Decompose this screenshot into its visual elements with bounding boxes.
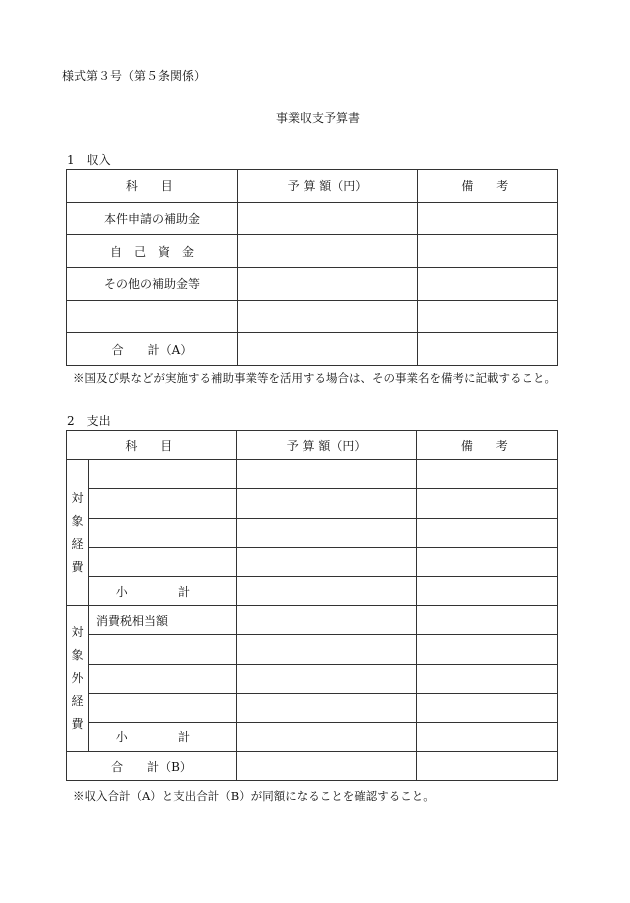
non-target-subtotal-label: 小 計 [89,722,237,751]
income-total-amount-cell[interactable] [238,333,418,366]
expense-amount-cell[interactable] [237,693,417,722]
expense-remarks-cell[interactable] [417,547,558,576]
expense-table [66,430,558,781]
income-note: ※国及び県などが実施する補助事業等を活用する場合は、その事業名を備考に記載すること。 [73,371,556,385]
income-row-total [67,333,558,366]
expense-amount-cell[interactable] [237,460,417,489]
expense-amount-cell[interactable] [237,518,417,547]
expense-total-label: 合 計（B） [67,752,237,781]
expense-remarks-cell[interactable] [417,635,558,664]
income-item-label: その他の補助金等 [67,268,238,301]
expense-amount-cell[interactable] [237,722,417,751]
expense-item-cell[interactable] [89,664,237,693]
expense-remarks-cell[interactable] [417,606,558,635]
income-row-blank [67,300,558,333]
expense-remarks-cell[interactable] [417,576,558,605]
expense-amount-cell[interactable] [237,547,417,576]
income-remarks-cell[interactable] [418,202,558,235]
expense-remarks-cell[interactable] [417,722,558,751]
expense-item-cell[interactable] [89,460,237,489]
expense-item-cell[interactable] [89,518,237,547]
income-total-remarks-cell[interactable] [418,333,558,366]
expense-non-target-row [67,664,558,693]
income-item-label[interactable] [67,300,238,333]
income-col-item: 科 目 [67,170,238,203]
income-section-title: 1 収入 [67,153,111,167]
consumption-tax-item: 消費税相当額 [89,606,237,635]
income-item-label: 本件申請の補助金 [67,202,238,235]
expense-amount-cell[interactable] [237,606,417,635]
expense-non-target-row [67,693,558,722]
expense-total-row [67,752,558,781]
form-number: 様式第３号（第５条関係） [62,69,207,83]
income-remarks-cell[interactable] [418,300,558,333]
expense-header-row [67,431,558,460]
expense-amount-cell[interactable] [237,635,417,664]
expense-total-remarks-cell[interactable] [417,752,558,781]
income-item-label: 自 己 資 金 [67,235,238,268]
target-subtotal-label: 小 計 [89,576,237,605]
expense-note: ※収入合計（A）と支出合計（B）が同額になることを確認すること。 [73,789,435,803]
expense-target-subtotal-row [67,576,558,605]
income-total-label: 合 計（A） [67,333,238,366]
target-expense-group-label: 対 象 経 費 [67,460,89,606]
income-remarks-cell[interactable] [418,268,558,301]
expense-amount-cell[interactable] [237,489,417,518]
expense-col-amount: 予 算 額（円） [237,431,417,460]
income-amount-cell[interactable] [238,268,418,301]
expense-non-target-subtotal-row [67,722,558,751]
expense-non-target-row [67,635,558,664]
expense-remarks-cell[interactable] [417,489,558,518]
expense-non-target-row [67,606,558,635]
expense-col-item: 科 目 [67,431,237,460]
expense-amount-cell[interactable] [237,664,417,693]
expense-remarks-cell[interactable] [417,460,558,489]
expense-amount-cell[interactable] [237,576,417,605]
expense-item-cell[interactable] [89,489,237,518]
income-row-subsidy [67,202,558,235]
expense-target-row [67,460,558,489]
non-target-expense-group-label: 対 象 外 経 費 [67,606,89,752]
document-title: 事業収支予算書 [276,111,361,125]
expense-col-remarks: 備 考 [417,431,558,460]
income-amount-cell[interactable] [238,202,418,235]
expense-item-cell[interactable] [89,635,237,664]
income-table [66,169,558,366]
income-header-row [67,170,558,203]
expense-target-row [67,547,558,576]
expense-remarks-cell[interactable] [417,664,558,693]
expense-item-cell[interactable] [89,693,237,722]
income-col-amount: 予 算 額（円） [238,170,418,203]
income-amount-cell[interactable] [238,235,418,268]
expense-remarks-cell[interactable] [417,518,558,547]
income-col-remarks: 備 考 [418,170,558,203]
income-remarks-cell[interactable] [418,235,558,268]
income-row-other-subsidy [67,268,558,301]
income-row-own-funds [67,235,558,268]
expense-remarks-cell[interactable] [417,693,558,722]
expense-target-row [67,489,558,518]
expense-total-amount-cell[interactable] [237,752,417,781]
expense-target-row [67,518,558,547]
income-amount-cell[interactable] [238,300,418,333]
expense-section-title: 2 支出 [67,414,111,428]
expense-item-cell[interactable] [89,547,237,576]
